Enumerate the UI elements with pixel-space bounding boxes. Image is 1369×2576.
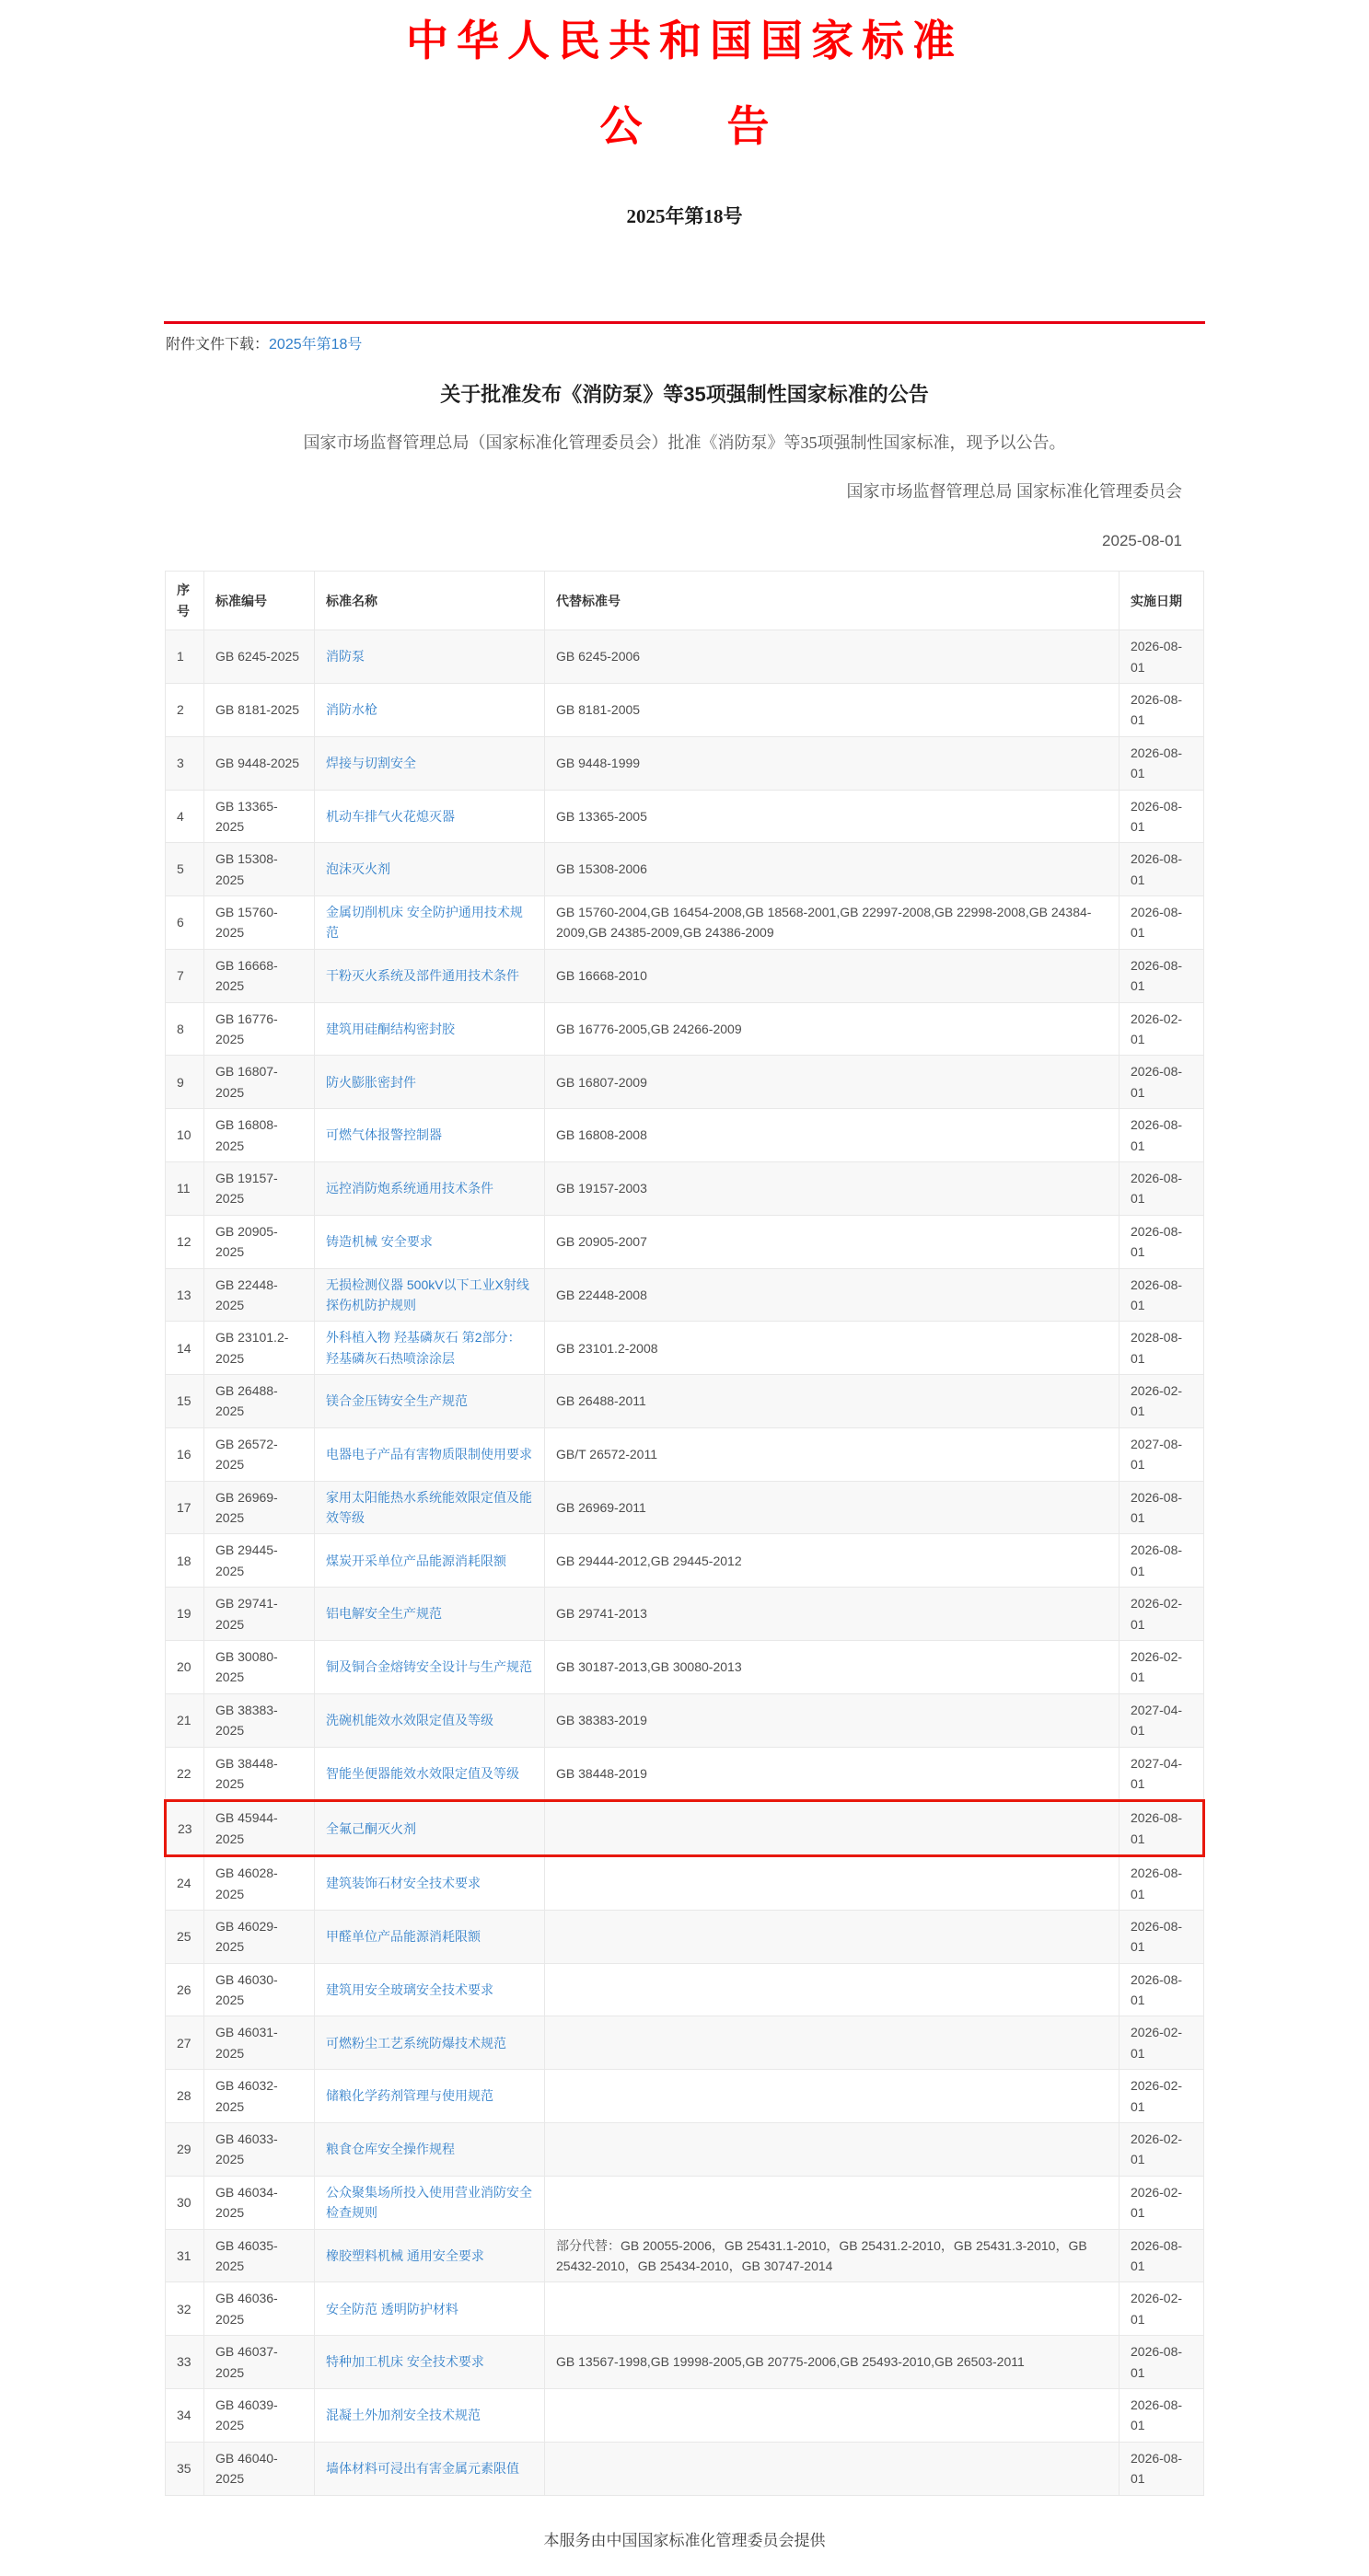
standard-name-cell [315, 2282, 545, 2336]
implementation-date-cell: 2026-02-01 [1120, 2282, 1204, 2336]
standard-name-cell [315, 1588, 545, 1641]
implementation-date-cell: 2027-04-01 [1120, 1693, 1204, 1747]
standard-name-link[interactable]: 甲醛单位产品能源消耗限额 [326, 1929, 481, 1945]
standard-name-link[interactable]: 无损检测仪器 500kV以下工业X射线探伤机防护规则 [326, 1276, 529, 1312]
table-row-highlighted [166, 1801, 1204, 1856]
standard-name-cell [315, 1801, 545, 1856]
standard-name-link[interactable]: 远控消防炮系统通用技术条件 [326, 1181, 493, 1196]
standard-name-link[interactable]: 铜及铜合金熔铸安全设计与生产规范 [326, 1659, 532, 1675]
row-no-cell: 29 [166, 2123, 204, 2177]
replaced-standards-cell [545, 1801, 1120, 1856]
standard-code-cell: GB 15760-2025 [204, 896, 315, 950]
row-no-cell: 19 [166, 1588, 204, 1641]
row-no-cell: 26 [166, 1963, 204, 2016]
standard-name-link[interactable]: 洗碗机能效水效限定值及等级 [326, 1712, 493, 1727]
standard-name-link[interactable]: 铸造机械 安全要求 [326, 1233, 433, 1249]
implementation-date-cell: 2026-08-01 [1120, 949, 1204, 1002]
document-title: 中华人民共和国国家标准 [406, 17, 963, 64]
standard-name-link[interactable]: 机动车排气火花熄灭器 [326, 808, 455, 824]
row-no-cell: 32 [166, 2282, 204, 2336]
implementation-date-cell: 2026-02-01 [1120, 2016, 1204, 2070]
standard-name-link[interactable]: 可燃粉尘工艺系统防爆技术规范 [326, 2035, 506, 2050]
row-no-cell: 4 [166, 790, 204, 843]
table-row [166, 2123, 1204, 2177]
row-no-cell: 24 [166, 1856, 204, 1911]
standard-name-cell [315, 1215, 545, 1268]
standard-name-link[interactable]: 粮食仓库安全操作规程 [326, 2142, 455, 2157]
replaced-standards-cell [545, 1856, 1120, 1911]
standard-code-cell: GB 8181-2025 [204, 683, 315, 736]
table-row [166, 1427, 1204, 1481]
table-row [166, 2176, 1204, 2229]
replaced-standards-cell: 部分代替：GB 20055-2006，GB 25431.1-2010，GB 25431.2-2010，GB 25431.3-2010，GB 25432-2010，GB 25434-2010，GB 30747-2014 [545, 2229, 1120, 2282]
table-row [166, 1588, 1204, 1641]
standard-name-cell [315, 2442, 545, 2495]
table-row [166, 1161, 1204, 1215]
standard-name-cell [315, 2123, 545, 2177]
table-row [166, 790, 1204, 843]
standard-name-cell [315, 1534, 545, 1588]
table-row [166, 1856, 1204, 1911]
standard-code-cell: GB 46028-2025 [204, 1856, 315, 1911]
table-row [166, 2016, 1204, 2070]
implementation-date-cell: 2026-08-01 [1120, 896, 1204, 950]
standard-code-cell: GB 46030-2025 [204, 1963, 315, 2016]
replaced-standards-cell [545, 2282, 1120, 2336]
replaced-standards-cell: GB 23101.2-2008 [545, 1322, 1120, 1375]
implementation-date-cell: 2026-08-01 [1120, 2388, 1204, 2442]
standard-code-cell: GB 46034-2025 [204, 2176, 315, 2229]
issue-number: 2025年第18号 [626, 205, 743, 228]
table-row [166, 1693, 1204, 1747]
standard-code-cell: GB 16807-2025 [204, 1056, 315, 1109]
row-no-cell: 20 [166, 1641, 204, 1694]
table-row [166, 1056, 1204, 1109]
replaced-standards-cell: GB 9448-1999 [545, 736, 1120, 790]
standard-name-link[interactable]: 混凝土外加剂安全技术规范 [326, 2408, 481, 2423]
implementation-date-cell: 2028-08-01 [1120, 1322, 1204, 1375]
standard-code-cell: GB 9448-2025 [204, 736, 315, 790]
implementation-date-cell: 2026-08-01 [1120, 790, 1204, 843]
standard-code-cell: GB 46031-2025 [204, 2016, 315, 2070]
standard-code-cell: GB 46036-2025 [204, 2282, 315, 2336]
replaced-standards-cell: GB/T 26572-2011 [545, 1427, 1120, 1481]
row-no-cell: 5 [166, 843, 204, 896]
table-row [166, 2336, 1204, 2389]
row-no-cell: 33 [166, 2336, 204, 2389]
standard-name-cell [315, 1109, 545, 1162]
standard-code-cell: GB 46039-2025 [204, 2388, 315, 2442]
row-no-cell: 16 [166, 1427, 204, 1481]
row-no-cell: 10 [166, 1109, 204, 1162]
standard-code-cell: GB 29445-2025 [204, 1534, 315, 1588]
standard-name-link[interactable]: 泡沫灭火剂 [326, 861, 390, 877]
standard-name-link[interactable]: 墙体材料可浸出有害金属元素限值 [326, 2460, 519, 2476]
table-row [166, 630, 1204, 684]
standard-code-cell: GB 19157-2025 [204, 1161, 315, 1215]
table-row [166, 1641, 1204, 1694]
standard-code-cell: GB 23101.2-2025 [204, 1322, 315, 1375]
table-row [166, 1534, 1204, 1588]
replaced-standards-cell: GB 38383-2019 [545, 1693, 1120, 1747]
standard-name-cell [315, 736, 545, 790]
standard-name-link[interactable]: 全氟己酮灭火剂 [326, 1820, 416, 1836]
row-no-cell: 28 [166, 2070, 204, 2123]
standard-name-link[interactable]: 建筑装饰石材安全技术要求 [326, 1876, 481, 1891]
replaced-standards-cell [545, 1963, 1120, 2016]
standard-name-link[interactable]: 电器电子产品有害物质限制使用要求 [326, 1447, 532, 1462]
standard-name-link[interactable]: 消防水枪 [326, 702, 377, 718]
replaced-standards-cell: GB 26969-2011 [545, 1481, 1120, 1534]
implementation-date-cell: 2026-08-01 [1120, 736, 1204, 790]
table-row [166, 736, 1204, 790]
row-no-cell: 1 [166, 630, 204, 684]
announcement-title: 关于批准发布《消防泵》等35项强制性国家标准的公告 [440, 383, 929, 407]
row-no-cell: 18 [166, 1534, 204, 1588]
table-row [166, 1375, 1204, 1428]
row-no-cell: 11 [166, 1161, 204, 1215]
implementation-date-cell: 2026-08-01 [1120, 1215, 1204, 1268]
column-header: 序号 [166, 572, 204, 630]
column-header: 标准编号 [204, 572, 315, 630]
standard-code-cell: GB 20905-2025 [204, 1215, 315, 1268]
implementation-date-cell: 2027-08-01 [1120, 1427, 1204, 1481]
replaced-standards-cell: GB 19157-2003 [545, 1161, 1120, 1215]
implementation-date-cell: 2026-08-01 [1120, 2229, 1204, 2282]
standard-name-link[interactable]: 智能坐便器能效水效限定值及等级 [326, 1765, 519, 1781]
row-no-cell: 6 [166, 896, 204, 950]
standard-code-cell: GB 26572-2025 [204, 1427, 315, 1481]
implementation-date-cell: 2026-08-01 [1120, 1910, 1204, 1963]
column-header: 代替标准号 [545, 572, 1120, 630]
replaced-standards-cell: GB 29741-2013 [545, 1588, 1120, 1641]
table-row [166, 949, 1204, 1002]
standard-code-cell: GB 16808-2025 [204, 1109, 315, 1162]
table-row [166, 2282, 1204, 2336]
implementation-date-cell: 2026-08-01 [1120, 843, 1204, 896]
row-no-cell: 27 [166, 2016, 204, 2070]
issue-date: 2025-08-01 [1102, 532, 1182, 550]
standard-code-cell: GB 22448-2025 [204, 1268, 315, 1322]
row-no-cell: 12 [166, 1215, 204, 1268]
table-row [166, 1109, 1204, 1162]
replaced-standards-cell [545, 2123, 1120, 2177]
table-row [166, 843, 1204, 896]
standard-code-cell: GB 16776-2025 [204, 1002, 315, 1056]
standard-code-cell: GB 13365-2025 [204, 790, 315, 843]
standard-name-link[interactable]: 防火膨胀密封件 [326, 1074, 416, 1090]
replaced-standards-cell [545, 1910, 1120, 1963]
replaced-standards-cell: GB 8181-2005 [545, 683, 1120, 736]
replaced-standards-cell: GB 6245-2006 [545, 630, 1120, 684]
implementation-date-cell: 2026-08-01 [1120, 1963, 1204, 2016]
row-no-cell: 23 [166, 1801, 204, 1856]
standard-name-cell [315, 843, 545, 896]
column-header: 实施日期 [1120, 572, 1204, 630]
standard-name-link[interactable]: 建筑用硅酮结构密封胶 [326, 1021, 455, 1036]
row-no-cell: 25 [166, 1910, 204, 1963]
standard-name-cell [315, 2388, 545, 2442]
replaced-standards-cell: GB 26488-2011 [545, 1375, 1120, 1428]
row-no-cell: 21 [166, 1693, 204, 1747]
table-row [166, 1910, 1204, 1963]
row-no-cell: 35 [166, 2442, 204, 2495]
announcement-body: 国家市场监督管理总局（国家标准化管理委员会）批准《消防泵》等35项强制性国家标准，现予以公告。 [303, 433, 1066, 453]
standard-name-link[interactable]: 公众聚集场所投入使用营业消防安全检查规则 [326, 2184, 532, 2221]
standard-name-link[interactable]: 外科植入物 羟基磷灰石 第2部分：羟基磷灰石热喷涂涂层 [326, 1330, 521, 1366]
standard-name-link[interactable]: 煤炭开采单位产品能源消耗限额 [326, 1553, 506, 1568]
standard-name-cell [315, 2016, 545, 2070]
implementation-date-cell: 2026-08-01 [1120, 2336, 1204, 2389]
table-row [166, 1747, 1204, 1801]
implementation-date-cell: 2026-08-01 [1120, 1534, 1204, 1588]
attachment-download-line [164, 324, 1205, 355]
table-row [166, 1002, 1204, 1056]
standard-code-cell: GB 15308-2025 [204, 843, 315, 896]
document-subtitle: 公 告 [599, 102, 770, 150]
standard-name-cell [315, 2336, 545, 2389]
standard-code-cell: GB 30080-2025 [204, 1641, 315, 1694]
standard-code-cell: GB 46032-2025 [204, 2070, 315, 2123]
standard-name-cell [315, 1268, 545, 1322]
standard-name-link[interactable]: 家用太阳能热水系统能效限定值及能效等级 [326, 1489, 532, 1526]
standard-name-link[interactable]: 储粮化学药剂管理与使用规范 [326, 2088, 493, 2104]
standard-name-link[interactable]: 橡胶塑料机械 通用安全要求 [326, 2247, 484, 2263]
implementation-date-cell: 2026-08-01 [1120, 1161, 1204, 1215]
replaced-standards-cell: GB 16776-2005,GB 24266-2009 [545, 1002, 1120, 1056]
row-no-cell: 8 [166, 1002, 204, 1056]
standard-name-cell [315, 1641, 545, 1694]
standard-code-cell: GB 6245-2025 [204, 630, 315, 684]
replaced-standards-cell [545, 2176, 1120, 2229]
implementation-date-cell: 2026-02-01 [1120, 2123, 1204, 2177]
implementation-date-cell: 2026-08-01 [1120, 1109, 1204, 1162]
row-no-cell: 31 [166, 2229, 204, 2282]
standard-name-link[interactable]: 铝电解安全生产规范 [326, 1606, 442, 1622]
replaced-standards-cell [545, 2442, 1120, 2495]
standard-name-cell [315, 683, 545, 736]
replaced-standards-cell: GB 15308-2006 [545, 843, 1120, 896]
replaced-standards-cell: GB 29444-2012,GB 29445-2012 [545, 1534, 1120, 1588]
standards-table-body [166, 630, 1204, 2495]
replaced-standards-cell: GB 15760-2004,GB 16454-2008,GB 18568-2001,GB 22997-2008,GB 22998-2008,GB 24384-2009,GB 24385-2009,GB 24386-2009 [545, 896, 1120, 950]
attachment-link[interactable]: 2025年第18号 [269, 337, 363, 353]
implementation-date-cell: 2026-08-01 [1120, 1481, 1204, 1534]
standard-name-cell [315, 1322, 545, 1375]
standard-name-cell [315, 1056, 545, 1109]
standards-table-header [166, 572, 1204, 630]
table-row [166, 1963, 1204, 2016]
row-no-cell: 17 [166, 1481, 204, 1534]
standard-name-cell [315, 2070, 545, 2123]
standard-name-cell [315, 630, 545, 684]
standard-name-cell [315, 1693, 545, 1747]
table-row [166, 1481, 1204, 1534]
standard-name-cell [315, 1427, 545, 1481]
row-no-cell: 22 [166, 1747, 204, 1801]
standard-code-cell: GB 38383-2025 [204, 1693, 315, 1747]
standard-name-link[interactable]: 金属切削机床 安全防护通用技术规范 [326, 905, 523, 941]
standard-name-link[interactable]: 消防泵 [326, 649, 365, 664]
standard-name-cell [315, 1963, 545, 2016]
row-no-cell: 14 [166, 1322, 204, 1375]
issuer-line: 国家市场监督管理总局 国家标准化管理委员会 [846, 482, 1182, 502]
implementation-date-cell: 2026-08-01 [1120, 1801, 1204, 1856]
implementation-date-cell: 2026-02-01 [1120, 1002, 1204, 1056]
row-no-cell: 2 [166, 683, 204, 736]
standard-name-cell [315, 1481, 545, 1534]
implementation-date-cell: 2026-02-01 [1120, 1641, 1204, 1694]
table-row [166, 2388, 1204, 2442]
attachment-label: 附件文件下载： [166, 337, 270, 353]
standard-name-link[interactable]: 安全防范 透明防护材料 [326, 2301, 458, 2316]
standard-code-cell: GB 46029-2025 [204, 1910, 315, 1963]
implementation-date-cell: 2026-02-01 [1120, 1375, 1204, 1428]
implementation-date-cell: 2026-02-01 [1120, 2070, 1204, 2123]
implementation-date-cell: 2026-08-01 [1120, 1268, 1204, 1322]
row-no-cell: 13 [166, 1268, 204, 1322]
replaced-standards-cell: GB 16808-2008 [545, 1109, 1120, 1162]
header-row [166, 572, 1204, 630]
column-header: 标准名称 [315, 572, 545, 630]
standard-name-cell [315, 2229, 545, 2282]
standard-code-cell: GB 46035-2025 [204, 2229, 315, 2282]
row-no-cell: 34 [166, 2388, 204, 2442]
replaced-standards-cell: GB 30187-2013,GB 30080-2013 [545, 1641, 1120, 1694]
implementation-date-cell: 2026-02-01 [1120, 2176, 1204, 2229]
standard-name-cell [315, 1856, 545, 1911]
standard-code-cell: GB 26488-2025 [204, 1375, 315, 1428]
replaced-standards-cell: GB 20905-2007 [545, 1215, 1120, 1268]
standard-code-cell: GB 46033-2025 [204, 2123, 315, 2177]
table-row [166, 683, 1204, 736]
standard-name-cell [315, 1002, 545, 1056]
replaced-standards-cell [545, 2016, 1120, 2070]
standard-name-link[interactable]: 镁合金压铸安全生产规范 [326, 1393, 468, 1409]
table-row [166, 896, 1204, 950]
replaced-standards-cell [545, 2070, 1120, 2123]
implementation-date-cell: 2026-08-01 [1120, 1056, 1204, 1109]
standard-name-cell [315, 2176, 545, 2229]
replaced-standards-cell: GB 13567-1998,GB 19998-2005,GB 20775-2006,GB 25493-2010,GB 26503-2011 [545, 2336, 1120, 2389]
standard-code-cell: GB 46037-2025 [204, 2336, 315, 2389]
standard-name-cell [315, 1910, 545, 1963]
standard-code-cell: GB 38448-2025 [204, 1747, 315, 1801]
table-row [166, 1215, 1204, 1268]
standard-code-cell: GB 29741-2025 [204, 1588, 315, 1641]
replaced-standards-cell [545, 2388, 1120, 2442]
standard-name-cell [315, 790, 545, 843]
implementation-date-cell: 2026-08-01 [1120, 630, 1204, 684]
table-row [166, 2442, 1204, 2495]
row-no-cell: 30 [166, 2176, 204, 2229]
standard-name-link[interactable]: 可燃气体报警控制器 [326, 1127, 442, 1143]
table-row [166, 2229, 1204, 2282]
row-no-cell: 15 [166, 1375, 204, 1428]
replaced-standards-cell: GB 38448-2019 [545, 1747, 1120, 1801]
table-row [166, 2070, 1204, 2123]
standard-name-link[interactable]: 焊接与切割安全 [326, 755, 416, 770]
implementation-date-cell: 2026-02-01 [1120, 1588, 1204, 1641]
standard-name-link[interactable]: 特种加工机床 安全技术要求 [326, 2354, 484, 2370]
announcement-page [164, 0, 1205, 2576]
standard-name-link[interactable]: 干粉灭火系统及部件通用技术条件 [326, 968, 519, 984]
standard-name-cell [315, 1375, 545, 1428]
implementation-date-cell: 2026-08-01 [1120, 2442, 1204, 2495]
standard-code-cell: GB 16668-2025 [204, 949, 315, 1002]
implementation-date-cell: 2026-08-01 [1120, 683, 1204, 736]
replaced-standards-cell: GB 16668-2010 [545, 949, 1120, 1002]
row-no-cell: 3 [166, 736, 204, 790]
replaced-standards-cell: GB 22448-2008 [545, 1268, 1120, 1322]
standard-code-cell: GB 26969-2025 [204, 1481, 315, 1534]
standard-name-cell [315, 1161, 545, 1215]
table-row [166, 1268, 1204, 1322]
standard-code-cell: GB 45944-2025 [204, 1801, 315, 1856]
footer-service-note: 本服务由中国国家标准化管理委员会提供 [543, 2531, 826, 2549]
standard-code-cell: GB 46040-2025 [204, 2442, 315, 2495]
row-no-cell: 9 [166, 1056, 204, 1109]
replaced-standards-cell: GB 16807-2009 [545, 1056, 1120, 1109]
implementation-date-cell: 2027-04-01 [1120, 1747, 1204, 1801]
standards-table [164, 571, 1205, 2495]
implementation-date-cell: 2026-08-01 [1120, 1856, 1204, 1911]
standard-name-cell [315, 896, 545, 950]
row-no-cell: 7 [166, 949, 204, 1002]
replaced-standards-cell: GB 13365-2005 [545, 790, 1120, 843]
standard-name-cell [315, 949, 545, 1002]
standard-name-link[interactable]: 建筑用安全玻璃安全技术要求 [326, 1981, 493, 1997]
table-row [166, 1322, 1204, 1375]
standard-name-cell [315, 1747, 545, 1801]
